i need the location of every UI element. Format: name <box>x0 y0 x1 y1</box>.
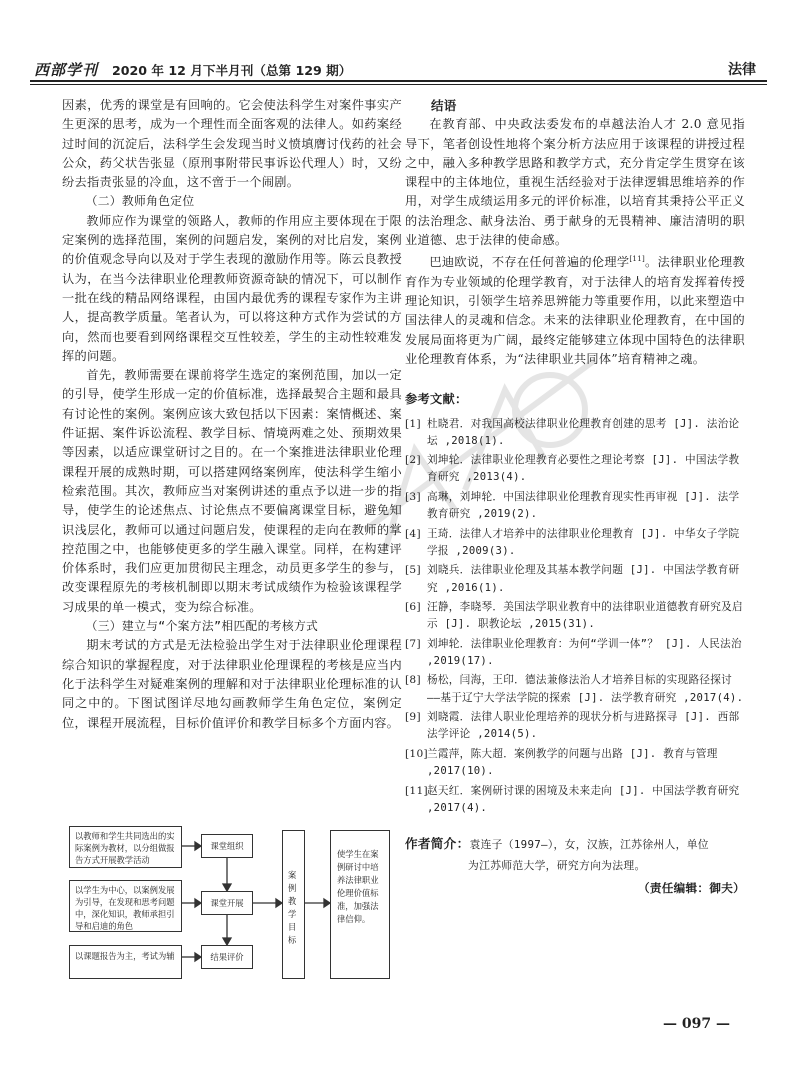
diagram-desc-conduct: 以学生为中心，以案例发展为引导，在发现和思考问题中，深化知识，教师承担引导和启迪的角色 <box>69 880 182 932</box>
author-line <box>405 833 745 855</box>
paragraph: 因素，优秀的课堂是有回响的。它会使法科学生对案件事实产生更深的思考，成为一个理性而全面客观的法律人。如药案经过时间的沉淀后，法科学生会发现当时义愤填膺讨伐药的社会公众，药父状告张显（原刑事附带民事诉讼代理人）时，又纷纷去指责张显的冷血，这不啻于一个闹剧。 <box>62 98 402 190</box>
journal-logo: 西部学刊 <box>34 61 99 79</box>
conclusion-title: 结语 <box>431 98 457 113</box>
reference-text: 刘晓兵．法律职业伦理及其基本教学问题 [J]. 中国法学教育研究 ,2016(1). <box>427 564 740 594</box>
reference-number: [6] <box>405 601 421 614</box>
reference-item <box>405 562 745 596</box>
reference-text: 杨松，闫海，王印．德法兼修法治人才培养目标的实现路径探讨——基于辽宁大学法学院的探索 [J]. 法学教育研究 ,2017(4). <box>427 674 744 704</box>
reference-text: 王琦．法律人才培养中的法律职业伦理教育 [J]. 中华女子学院学报 ,2009(3). <box>427 527 740 557</box>
header-rule <box>30 80 767 82</box>
subheading-assessment: （三）建立与“个案方法”相匹配的考核方式 <box>85 619 319 634</box>
issue-info: 2020 年 12 月下半月刊（总第 129 期） <box>112 63 352 78</box>
paragraph-text: 巴迪欧说，不存在任何普遍的伦理学 <box>429 255 630 270</box>
reference-item <box>405 672 745 706</box>
reference-number: [7] <box>405 637 421 650</box>
diagram-step-organize: 课堂组织 <box>201 834 253 858</box>
diagram-goal-box: 使学生在案例研讨中培养法律职业伦理价值标准，加强法律信仰。 <box>330 830 390 979</box>
references-list <box>405 416 745 817</box>
reference-number: [9] <box>405 711 421 724</box>
diagram-desc-organize: 以教师和学生共同选出的实际案例为教材，以分组做报告方式开展教学活动 <box>69 826 182 868</box>
reference-number: [3] <box>405 490 421 503</box>
reference-number: [8] <box>405 674 421 687</box>
reference-text: 汪静，李晓琴．美国法学职业教育中的法律职业道德教育研究及启示 [J]. 职教论坛 ,2015(31). <box>427 601 743 631</box>
reference-number: [5] <box>405 564 421 577</box>
paragraph-text: 。法律职业伦理教育作为专业领域的伦理学教育，对于法律人的培育发挥着传授理论知识，引领学生培养思辨能力等重要作用，以此来塑造中国法律人的灵魂和信念。未来的法律职业伦理教育，在中国的发展局面将更为广阔，最终定能够建立体现中国特色的法律职业伦理教育体系，为“法律职业共同体”培育精神之魂。 <box>405 255 745 366</box>
reference-item <box>405 599 745 633</box>
right-column <box>405 96 745 899</box>
reference-item <box>405 526 745 560</box>
diagram-step-evaluate: 结果评价 <box>201 945 253 969</box>
paragraph <box>405 250 745 369</box>
left-column <box>62 96 402 733</box>
reference-text: 杜晓君．对我国高校法律职业伦理教育创建的思考 [J]. 法治论坛 ,2018(1). <box>427 417 740 447</box>
author-info <box>405 833 745 899</box>
references-title: 参考文献： <box>405 392 468 407</box>
author-line-2: 为江苏师范大学，研究方向为法理。 <box>468 858 646 872</box>
author-text: 袁连子（1997—），女，汉族，江苏徐州人，单位 <box>469 837 709 851</box>
diagram-desc-evaluate: 以课题报告为主，考试为辅 <box>69 945 182 979</box>
reference-item <box>405 636 745 670</box>
reference-text: 高琳，刘坤轮．中国法律职业伦理教育现实性再审视 [J]. 法学教育研究 ,2019(2). <box>427 490 740 521</box>
reference-text: 刘坤轮．法律职业伦理教育必要性之理论考察 [J]. 中国法学教育研究 ,2013(4). <box>427 454 740 484</box>
subheading-teacher-role: （二）教师角色定位 <box>85 194 195 209</box>
reference-number: [10] <box>405 747 428 760</box>
reference-number: [1] <box>405 417 421 430</box>
citation-marker: [11] <box>629 255 645 264</box>
diagram-step-conduct: 课堂开展 <box>201 891 253 915</box>
diagram-teaching-goal-label: 案例教学目标 <box>282 830 305 979</box>
paragraph: 期末考试的方式是无法检验出学生对于法律职业伦理课程综合知识的掌握程度，对于法律职业伦理课程的考核是应当内化于法科学生对疑难案例的理解和对于法律职业伦理标准的认同之中的。下图试图详尽地勾画教师学生角色定位，案例定位，课程开展流程，目标价值评价和教学目标多个方面内容。 <box>62 638 402 730</box>
paragraph: 在教育部、中央政法委发布的卓越法治人才 2.0 意见指导下，笔者创设性地将个案分析方法应用于该课程的讲授过程之中，融入多种教学思路和教学方式，充分肯定学生贯穿在该课程中的主体地位，重视生活经验对于法律逻辑思维培养的作用，对学生成绩运用多元的评价标准，以培育其秉持公平正义的法治理念、献身法治、勇于献身的无畏精神、廉洁清明的职业道德、忠于法律的使命感。 <box>405 117 745 248</box>
reference-text: 刘坤轮．法律职业伦理教育：为何“学训一体”？ [J]. 人民法治 ,2019(17). <box>427 637 742 667</box>
page-number: — 097 — <box>663 1016 730 1032</box>
reference-item <box>405 783 745 817</box>
reference-item <box>405 746 745 780</box>
paragraph: 首先，教师需要在课前将学生选定的案例范围，加以一定的引导，使学生形成一定的价值标准，选择最契合主题和最具有讨论性的案例。案例应该大致包括以下因素：案情概述、案件证据、案件诉讼流程、教学目标、情境两难之处、预期效果等因素，以适应课堂研讨之目的。在一个案推进法律职业伦理课程开展的成熟时期，可以搭建网络案例库，使法科学生缩小检索范围。其次，教师应当对案例讲述的重点予以进一步的指导，使学生的论述焦点、讨论焦点不要偏离课堂目标，避免知识浅层化，教师可以通过问题启发，使课程的走向在教师的掌控范围之中，也能够使更多的学生融入课堂。同样，在构建评价体系时，我们应更加贯彻民主理念，动员更多学生的参与，改变课程原先的考核机制即以期末考试成绩作为检验该课程学习成果的单一模式，变为综合标准。 <box>62 368 402 614</box>
reference-item <box>405 452 745 486</box>
author-label: 作者简介： <box>405 835 470 851</box>
reference-item <box>405 709 745 743</box>
reference-text: 赵天红．案例研讨课的困境及未来走向 [J]. 中国法学教育研究 ,2017(4). <box>427 784 740 814</box>
reference-number: [11] <box>405 784 428 797</box>
header-rule-thin <box>30 84 767 85</box>
reference-text: 兰霞萍，陈大超．案例教学的问题与出路 [J]. 教育与管理 ,2017(10). <box>427 747 718 778</box>
reference-number: [4] <box>405 527 421 540</box>
paragraph: 教师应作为课堂的领路人，教师的作用应主要体现在于限定案例的选择范围，案例的问题启发，案例的对比启发，案例的价值观念导向以及对于学生表现的激励作用等。陈云良教授认为，在当今法律职业伦理教师资源奇缺的情况下，可以制作一批在线的精品网络课程，由国内最优秀的课程专家作为主讲人，提高教学质量。笔者认为，可以将这种方式作为尝试的方向，然而也要看到网络课程交互性较差，学生的主动性较难发挥的问题。 <box>62 213 402 363</box>
reference-number: [2] <box>405 454 421 467</box>
reference-text: 刘晓霞．法律人职业伦理培养的现状分析与进路探寻 [J]. 西部法学评论 ,2014(5). <box>427 711 740 741</box>
reference-item <box>405 489 745 523</box>
section-label: 法律 <box>728 62 756 78</box>
reference-item <box>405 416 745 450</box>
editor-note: （责任编辑：御夫） <box>637 880 745 895</box>
